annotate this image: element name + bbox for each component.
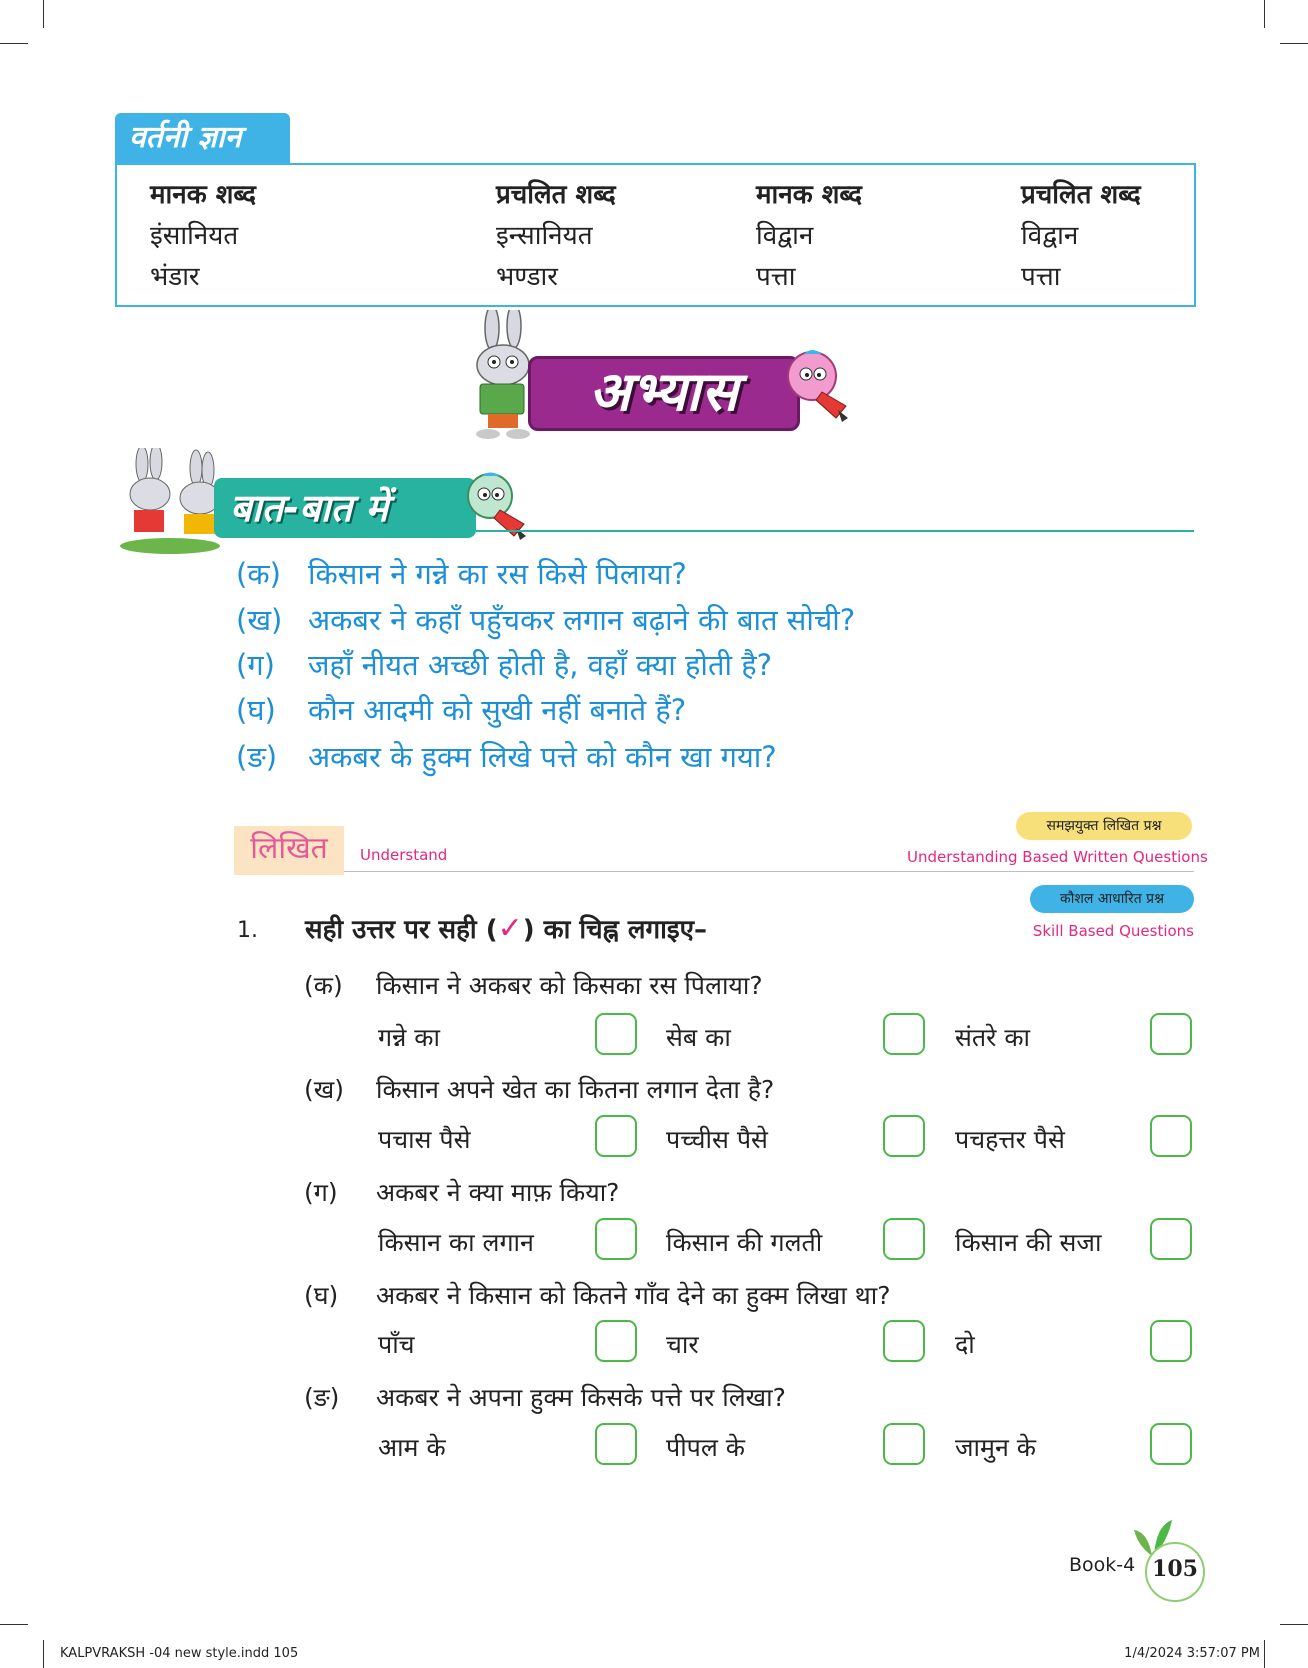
answer-checkbox[interactable] [1150,1013,1192,1055]
checkmark-icon: ✓ [497,911,523,946]
question-text: अकबर ने क्या माफ़ किया? [376,1178,620,1207]
option-label: जामुन के [955,1433,1036,1462]
crop-mark [1280,1624,1308,1625]
answer-checkbox[interactable] [883,1218,925,1260]
column-header: प्रचलित शब्द [1021,180,1141,210]
option-label: पाँच [378,1330,415,1359]
book-label: Book-4 [1069,1554,1136,1576]
option-label: पचहत्तर पैसे [955,1125,1065,1154]
answer-checkbox[interactable] [883,1423,925,1465]
answer-checkbox[interactable] [595,1218,637,1260]
answer-checkbox[interactable] [1150,1320,1192,1362]
option-label: पचास पैसे [378,1125,471,1154]
table-cell: पत्ता [756,262,796,292]
crop-mark [0,1624,28,1625]
sub-question [304,968,763,1002]
option-label: किसान की गलती [666,1228,823,1257]
question-label: (ङ) [236,740,278,774]
question-text: अकबर ने अपना हुक्म किसके पत्ते पर लिखा? [376,1383,786,1412]
table-cell: भण्डार [496,262,558,292]
answer-checkbox[interactable] [595,1115,637,1157]
sub-question [304,1175,619,1209]
option-label: संतरे का [955,1023,1030,1052]
sub-question [304,1072,774,1106]
question-text: अकबर के हुक्म लिखे पत्ते को कौन खा गया? [308,740,777,774]
question-label: (क) [236,557,281,591]
likhit-heading: लिखित [234,826,344,874]
baat-baat-banner: बात-बात में [214,478,476,538]
question-text: जहाँ नीयत अच्छी होती है, वहाँ क्या होती है? [308,648,772,682]
column-header: प्रचलित शब्द [496,180,616,210]
list-item [236,690,686,729]
two-rabbits-illustration [112,448,230,556]
option-label: किसान की सजा [955,1228,1102,1257]
question-label: (ख) [236,603,283,637]
list-item [236,554,687,593]
question-text: किसान अपने खेत का कितना लगान देता है? [376,1075,775,1104]
question-label: (घ) [304,1281,339,1310]
question-text: अकबर ने कहाँ पहुँचकर लगान बढ़ाने की बात सोची? [308,603,856,637]
crop-mark [1264,1640,1265,1668]
understanding-caption: Understanding Based Written Questions [907,848,1208,866]
list-item [236,600,855,639]
option-label: आम के [378,1433,446,1462]
table-cell: पत्ता [1021,262,1061,292]
answer-checkbox[interactable] [883,1115,925,1157]
crop-mark [1264,0,1265,28]
table-cell: विद्वान [1021,221,1079,251]
column-header: मानक शब्द [150,180,256,210]
question-instruction [305,910,707,946]
option-label: गन्ने का [378,1023,440,1052]
answer-checkbox[interactable] [1150,1115,1192,1157]
vartani-title: वर्तनी ज्ञान [115,113,290,163]
answer-checkbox[interactable] [1150,1423,1192,1465]
question-label: (ङ) [304,1383,340,1412]
pencil-mascot-icon [782,346,852,426]
table-cell: इन्सानियत [496,221,593,251]
print-date: 1/4/2024 3:57:07 PM [1124,1646,1260,1661]
option-label: पीपल के [666,1433,745,1462]
question-text: कौन आदमी को सुखी नहीं बनाते हैं? [308,693,687,727]
sub-question [304,1380,786,1414]
question-label: (ग) [236,648,275,682]
question-label: (ख) [304,1075,344,1104]
understanding-badge: समझयुक्त लिखित प्रश्न [1016,812,1192,840]
answer-checkbox[interactable] [595,1013,637,1055]
column-header: मानक शब्द [756,180,862,210]
understand-label: Understand [360,846,448,864]
section-divider [476,530,1194,532]
question-label: (घ) [236,693,276,727]
list-item [236,645,772,684]
file-name: KALPVRAKSH -04 new style.indd 105 [60,1646,299,1661]
answer-checkbox[interactable] [883,1013,925,1055]
answer-checkbox[interactable] [595,1423,637,1465]
option-label: किसान का लगान [378,1228,534,1257]
abhyas-banner: अभ्यास [528,356,800,431]
question-text: अकबर ने किसान को कितने गाँव देने का हुक्म लिखा था? [376,1281,891,1310]
question-text: किसान ने अकबर को किसका रस पिलाया? [376,971,763,1000]
skill-caption: Skill Based Questions [1032,922,1194,940]
instruction-text: ) का चिह्न लगाइए– [522,915,708,945]
vartani-table [115,163,1196,307]
page-number: 105 [1152,1556,1198,1582]
crop-mark [0,43,28,44]
table-cell: भंडार [150,262,200,292]
table-cell: इंसानियत [150,221,239,251]
question-number: 1. [237,918,258,943]
instruction-text: सही उत्तर पर सही ( [305,915,498,945]
question-text: किसान ने गन्ने का रस किसे पिलाया? [308,557,687,591]
sub-question [304,1278,891,1312]
option-label: दो [955,1330,975,1359]
table-cell: विद्वान [756,221,814,251]
answer-checkbox[interactable] [595,1320,637,1362]
list-item [236,737,777,776]
likhit-underline [234,873,344,875]
question-label: (क) [304,971,343,1000]
answer-checkbox[interactable] [883,1320,925,1362]
skill-badge: कौशल आधारित प्रश्न [1030,885,1194,913]
crop-mark [43,1640,44,1668]
option-label: पच्चीस पैसे [666,1125,768,1154]
option-label: चार [666,1330,699,1359]
answer-checkbox[interactable] [1150,1218,1192,1260]
option-label: सेब का [666,1023,731,1052]
crop-mark [1280,43,1308,44]
question-label: (ग) [304,1178,338,1207]
section-divider [344,871,1194,872]
crop-mark [43,0,44,28]
